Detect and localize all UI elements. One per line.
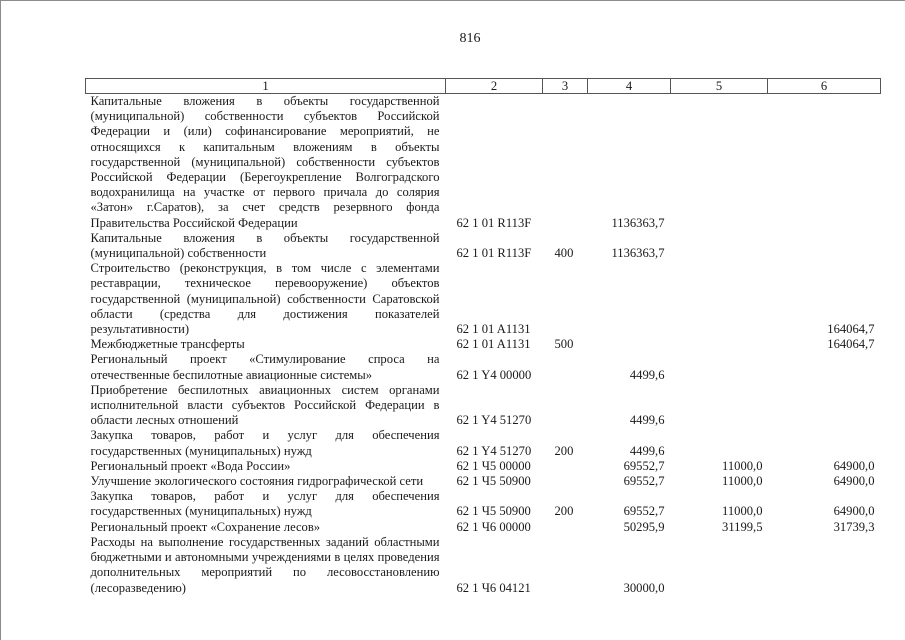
- budget-table: [85, 78, 881, 596]
- row-amount-col4: 69552,7: [623, 504, 665, 519]
- row-amount-col5: 31199,5: [722, 519, 763, 534]
- row-amount-col4: [588, 261, 671, 337]
- row-amount-col6: 31739,3: [833, 519, 875, 534]
- row-amount-col6: [768, 535, 881, 596]
- row-amount-col5: [671, 383, 768, 429]
- row-amount-col5: [671, 352, 768, 382]
- row-description: Капитальные вложения в объекты государственной (муниципальной) собственности: [90, 230, 440, 261]
- row-expense-type: [543, 94, 588, 231]
- row-amount-col4: 4499,6: [629, 413, 665, 428]
- row-description: Региональный проект «Стимулирование спроса на отечественные беспилотные авиационные системы»: [90, 352, 440, 382]
- row-amount-col5: 11000,0: [722, 474, 763, 489]
- row-target-code: 62 1 01 R113F: [456, 246, 532, 261]
- row-amount-col6: [768, 94, 881, 231]
- row-description: Строительство (реконструкция, в том числе с элементами реставрации, техническое перевооружение) объектов государственной (муниципальной) собственности Саратовской области (средства для достижения показателей результативности): [90, 261, 440, 337]
- row-amount-col6: [768, 428, 881, 458]
- row-amount-col4: 1136363,7: [611, 246, 665, 261]
- row-amount-col5: [671, 261, 768, 337]
- row-amount-col6: 64900,0: [833, 474, 875, 489]
- row-description: Приобретение беспилотных авиационных систем органами исполнительной власти субъектов Российской Федерации в области лесных отношений: [90, 382, 440, 428]
- row-expense-type: [543, 520, 588, 535]
- row-amount-col5: [671, 337, 768, 352]
- row-expense-type: [543, 474, 588, 489]
- row-target-code: 62 1 01 A1131: [456, 337, 531, 352]
- row-expense-type: 500: [554, 337, 574, 352]
- row-description: Закупка товаров, работ и услуг для обеспечения государственных (муниципальных) нужд: [90, 489, 440, 519]
- table-row: [86, 535, 881, 596]
- row-expense-type: [543, 383, 588, 429]
- row-amount-col6: 64900,0: [833, 458, 875, 473]
- row-target-code: 62 1 01 A1131: [456, 322, 531, 337]
- row-description: Закупка товаров, работ и услуг для обеспечения государственных (муниципальных) нужд: [90, 428, 440, 458]
- table-row: [86, 231, 881, 261]
- row-amount-col6: 64900,0: [833, 504, 875, 519]
- row-expense-type: [543, 352, 588, 382]
- row-description: Капитальные вложения в объекты государственной (муниципальной) собственности субъектов Российской Федерации и (или) софинансирование мероприятий, не относящихся к капитальным вложениям в объекты государственной (муниципальной) собственности субъектов Российской Федерации (Берегоукрепление Волгоградского водохранилища на участке от первого причала до солярия «Затон» г.Саратов), за счет средств резервного фонда Правительства Российской Федерации: [90, 94, 440, 230]
- table-row: [86, 383, 881, 429]
- row-expense-type: [543, 535, 588, 596]
- page-number: 816: [459, 31, 481, 46]
- row-expense-type: 400: [554, 246, 574, 261]
- row-description: Региональный проект «Сохранение лесов»: [90, 519, 321, 534]
- row-amount-col4: 69552,7: [623, 458, 665, 473]
- row-target-code: 62 1 01 R113F: [456, 215, 532, 230]
- row-target-code: 62 1 Y4 00000: [456, 367, 532, 382]
- row-amount-col6: [768, 231, 881, 261]
- row-target-code: 62 1 Ч5 50900: [456, 474, 531, 489]
- row-target-code: 62 1 Ч5 00000: [456, 458, 531, 473]
- table-row: [86, 520, 881, 535]
- table-row: [86, 428, 881, 458]
- column-header-3: 3: [543, 79, 588, 94]
- table-header-row: [86, 79, 881, 94]
- row-amount-col4: 1136363,7: [611, 215, 665, 230]
- table-row: [86, 489, 881, 519]
- table-row: [86, 459, 881, 474]
- column-header-5: 5: [671, 79, 768, 94]
- table-row: [86, 261, 881, 337]
- row-expense-type: 200: [554, 443, 574, 458]
- row-target-code: 62 1 Ч5 50900: [456, 504, 531, 519]
- row-target-code: 62 1 Y4 51270: [456, 443, 532, 458]
- row-expense-type: [543, 261, 588, 337]
- table-row: [86, 337, 881, 352]
- table-row: [86, 352, 881, 382]
- row-amount-col5: 11000,0: [722, 504, 763, 519]
- row-amount-col6: [768, 383, 881, 429]
- row-amount-col4: [588, 337, 671, 352]
- row-expense-type: 200: [554, 504, 574, 519]
- row-target-code: 62 1 Ч6 04121: [456, 580, 531, 595]
- row-target-code: 62 1 Ч6 00000: [456, 519, 531, 534]
- row-amount-col5: [671, 231, 768, 261]
- row-amount-col6: 164064,7: [827, 337, 875, 352]
- row-description: Расходы на выполнение государственных заданий областными бюджетными и автономными учреждениями в целях проведения дополнительных мероприятий по лесовосстановлению (лесоразведению): [90, 534, 440, 595]
- row-amount-col6: [768, 352, 881, 382]
- row-description: Региональный проект «Вода России»: [90, 458, 291, 473]
- row-expense-type: [543, 459, 588, 474]
- row-description: Улучшение экологического состояния гидрографической сети: [90, 474, 424, 489]
- table-row: [86, 474, 881, 489]
- column-header-2: 2: [446, 79, 543, 94]
- column-header-4: 4: [588, 79, 671, 94]
- row-amount-col6: 164064,7: [827, 322, 875, 337]
- row-amount-col5: [671, 94, 768, 231]
- row-amount-col4: 69552,7: [623, 474, 665, 489]
- row-amount-col4: 4499,6: [629, 367, 665, 382]
- row-description: Межбюджетные трансферты: [90, 337, 245, 352]
- column-header-6: 6: [768, 79, 881, 94]
- row-amount-col5: [671, 428, 768, 458]
- row-amount-col5: 11000,0: [722, 458, 763, 473]
- row-target-code: 62 1 Y4 51270: [456, 413, 532, 428]
- row-amount-col4: 50295,9: [623, 519, 665, 534]
- column-header-1: 1: [86, 79, 446, 94]
- row-amount-col4: 30000,0: [623, 580, 665, 595]
- row-amount-col5: [671, 535, 768, 596]
- row-amount-col4: 4499,6: [629, 443, 665, 458]
- table-row: [86, 94, 881, 231]
